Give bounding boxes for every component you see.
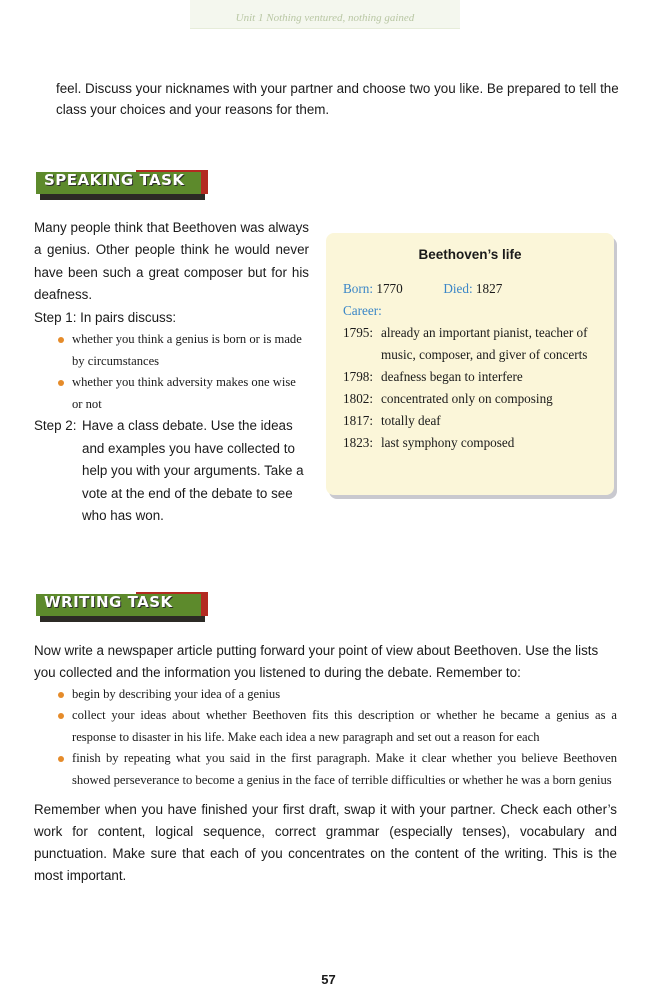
speaking-task-body	[34, 217, 309, 527]
box-title: Beethoven’s life	[418, 247, 522, 262]
step-2-text: Have a class debate. Use the ideas and examples you have collected to help you with your arguments. Take a vote at the end of the debate to see who has won.	[82, 418, 304, 524]
writing-task-body	[34, 640, 617, 887]
died-value: 1827	[475, 281, 503, 296]
bullet-dot-icon	[58, 337, 64, 343]
writing-closing: Remember when you have finished your first draft, swap it with your partner. Check each other’s work for content, logical sequence, correct grammar (especially tenses), vocabulary and punctuation. Make sure that each of you concentrates on the content of the writing. This is the most important.	[34, 802, 617, 884]
step-1-bullets	[34, 329, 309, 415]
died-label: Died:	[443, 281, 473, 296]
unit-title: Unit 1 Nothing ventured, nothing gained	[235, 12, 415, 24]
speaking-task-heading: SPEAKING TASK	[44, 171, 185, 189]
list-item: whether you think a genius is born or is made by circumstances	[72, 329, 309, 372]
born-label: Born:	[343, 281, 374, 296]
list-item: finish by repeating what you said in the first paragraph. Make it clear whether you believe Beethoven showed perseverance to become a genius in the face of terrible difficulties or whether he was a born genius	[72, 748, 617, 791]
beethoven-life-box	[326, 233, 614, 495]
career-event: 1798: deafness began to interfere	[343, 369, 523, 384]
career-event: 1817: totally deaf	[343, 413, 441, 428]
bullet-dot-icon	[58, 692, 64, 698]
bullet-dot-icon	[58, 713, 64, 719]
writing-task-banner	[36, 590, 211, 624]
born-died-row	[343, 278, 608, 300]
list-item: collect your ideas about whether Beethoven fits this description or whether he became a genius as a response to disaster in his life. Make each idea a new paragraph and set out a reason for each	[72, 705, 617, 748]
list-item: whether you think adversity makes one wise or not	[72, 372, 309, 415]
speaking-paragraph: Many people think that Beethoven was always a genius. Other people think he would never have been such a great composer but for his deafness.	[34, 220, 309, 303]
unit-header	[190, 0, 460, 29]
box-content	[343, 278, 608, 454]
step-1-label: Step 1: In pairs discuss:	[34, 309, 177, 325]
intro-paragraph: feel. Discuss your nicknames with your partner and choose two you like. Be prepared to tell the class your choices and your reasons for them.	[56, 81, 619, 117]
career-event: 1795: already an important pianist, teacher of music, composer, and giver of concerts	[343, 325, 588, 362]
career-label: Career:	[343, 303, 382, 318]
speaking-task-banner	[36, 168, 211, 202]
page-number: 57	[321, 972, 336, 987]
career-event: 1823: last symphony composed	[343, 435, 515, 450]
writing-intro: Now write a newspaper article putting forward your point of view about Beethoven. Use the lists you collected and the information you listened to during the debate. Remember to:	[34, 643, 599, 680]
bullet-dot-icon	[58, 756, 64, 762]
bullet-dot-icon	[58, 380, 64, 386]
writing-bullets	[34, 684, 617, 791]
writing-task-heading: WRITING TASK	[44, 593, 173, 611]
career-event: 1802: concentrated only on composing	[343, 391, 553, 406]
step-2	[34, 415, 309, 527]
list-item: begin by describing your idea of a genius	[72, 684, 617, 705]
step-2-label: Step 2:	[34, 418, 77, 434]
born-value: 1770	[376, 281, 403, 296]
